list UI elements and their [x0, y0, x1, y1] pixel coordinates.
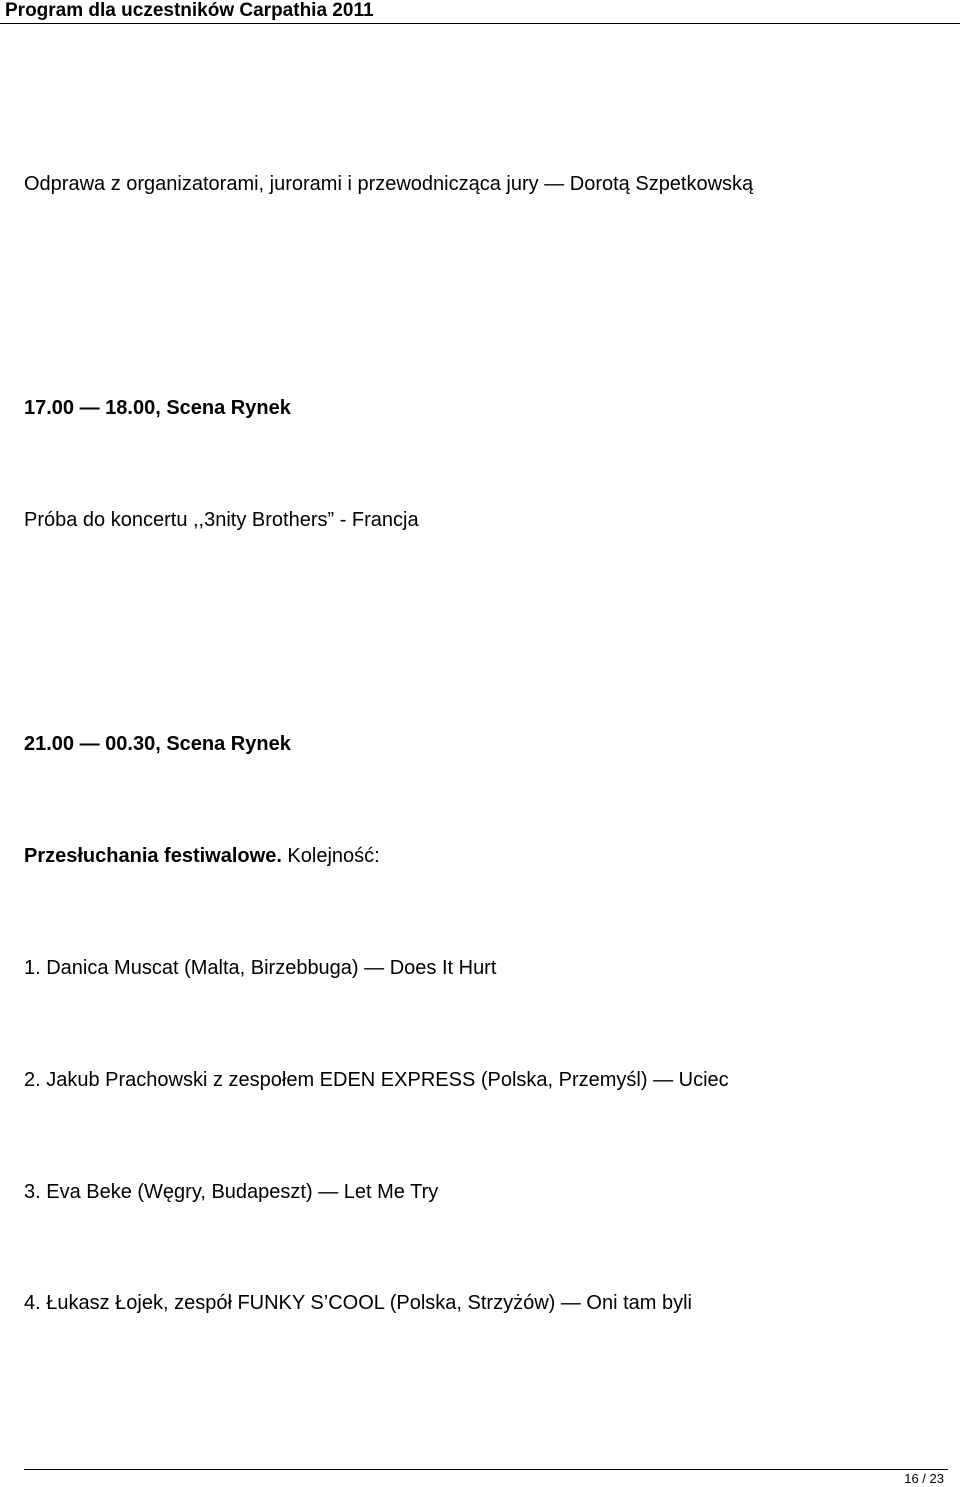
document-title: Program dla uczestników Carpathia 2011	[5, 0, 374, 21]
auditions-order-label: Kolejność:	[281, 845, 380, 867]
performer-item: 3. Eva Beke (Węgry, Budapeszt) — Let Me Try	[24, 1181, 439, 1203]
performer-item: 2. Jakub Prachowski z zespołem EDEN EXPRESS (Polska, Przemyśl) — Uciec	[24, 1069, 729, 1091]
header-divider	[0, 23, 960, 24]
auditions-bold-label: Przesłuchania festiwalowe.	[24, 845, 282, 867]
slot1-time: 17.00 — 18.00, Scena Rynek	[24, 397, 291, 419]
auditions-heading	[24, 844, 380, 868]
page-number: 16 / 23	[904, 1471, 944, 1486]
footer-divider	[24, 1469, 948, 1470]
slot2-time: 21.00 — 00.30, Scena Rynek	[24, 733, 291, 755]
performer-item: 1. Danica Muscat (Malta, Birzebbuga) — Does It Hurt	[24, 957, 497, 979]
slot1-description: Próba do koncertu ,,3nity Brothers” - Francja	[24, 509, 419, 531]
performer-item: 4. Łukasz Łojek, zespół FUNKY S’COOL (Polska, Strzyżów) — Oni tam byli	[24, 1292, 692, 1314]
page-header	[0, 0, 960, 22]
briefing-text: Odprawa z organizatorami, jurorami i przewodnicząca jury — Dorotą Szpetkowską	[24, 173, 754, 195]
